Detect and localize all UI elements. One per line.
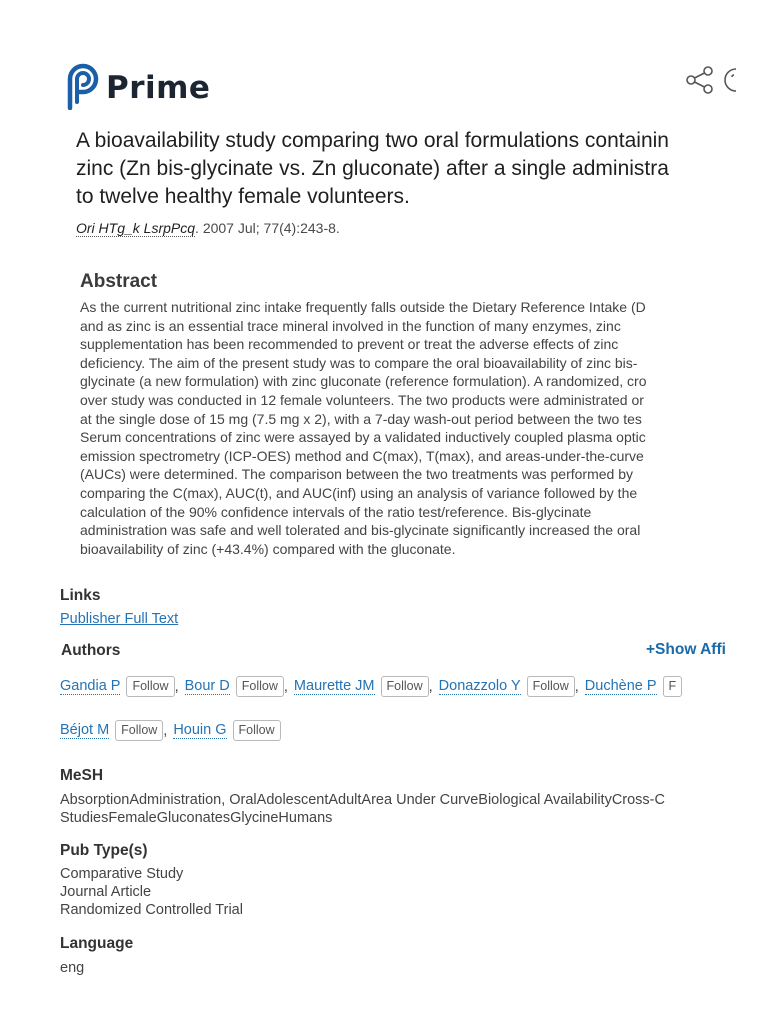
- abstract-line: over study was conducted in 12 female volunteers. The two products were administrated or: [80, 391, 644, 408]
- author-link[interactable]: Béjot M: [60, 722, 110, 738]
- pub-types-heading: Pub Type(s): [60, 842, 148, 859]
- author-link[interactable]: Donazzolo Y: [438, 678, 521, 694]
- abstract-line: supplementation has been recommended to prevent or treat the adverse effects of zinc: [80, 336, 619, 353]
- abstract-line: emission spectrometry (ICP-OES) method and C(max), T(max), and areas-under-the-curve: [80, 447, 644, 464]
- links-heading: Links: [60, 587, 101, 604]
- author-link[interactable]: Maurette JM: [293, 678, 375, 694]
- abstract-line: (AUCs) were determined. The comparison between the two treatments was performed by: [80, 466, 633, 483]
- abstract-line: Serum concentrations of zinc were assayed by a validated inductively coupled plasma optic: [80, 429, 646, 446]
- follow-button[interactable]: Follow: [381, 676, 429, 697]
- language-heading: Language: [60, 935, 134, 952]
- pub-type-item: Journal Article: [60, 884, 152, 900]
- follow-button[interactable]: Follow: [236, 676, 284, 697]
- mesh-line: AbsorptionAdministration, OralAdolescentAdultArea Under CurveBiological AvailabilityCross-C: [60, 792, 665, 808]
- title-line: zinc (Zn bis-glycinate vs. Zn gluconate) after a single administra: [76, 157, 669, 180]
- authors-row: Béjot M Follow , Houin G Follow: [60, 720, 281, 741]
- abstract-body: [80, 298, 736, 558]
- prime-logo-icon: [66, 62, 100, 110]
- pub-type-item: Comparative Study: [60, 866, 184, 882]
- prime-logo[interactable]: [66, 62, 210, 110]
- follow-button[interactable]: Follow: [126, 676, 174, 697]
- show-affiliations-button[interactable]: +Show Affi: [646, 641, 726, 658]
- abstract-line: at the single dose of 15 mg (7.5 mg x 2), with a 7-day wash-out period between the two tes: [80, 410, 642, 427]
- pub-type-item: Randomized Controlled Trial: [60, 902, 243, 918]
- abstract-line: and as zinc is an essential trace mineral involved in the function of many enzymes, zinc: [80, 317, 621, 334]
- author-link[interactable]: Gandia P: [60, 678, 121, 694]
- mesh-heading: MeSH: [60, 767, 104, 784]
- title-line: to twelve healthy female volunteers.: [76, 185, 410, 208]
- abstract-line: administration was safe and well tolerated and bis-glycinate significantly increased the oral: [80, 522, 641, 539]
- journal-link[interactable]: Ori HTg_k LsrpPcq: [76, 220, 196, 236]
- abstract-line: calculation of the 90% confidence intervals of the ratio test/reference. Bis-glycinate: [80, 503, 592, 520]
- abstract-line: glycinate (a new formulation) with zinc gluconate (reference formulation). A randomized, cro: [80, 373, 647, 390]
- language-value: eng: [60, 960, 85, 976]
- citation: [76, 220, 340, 236]
- author-link[interactable]: Bour D: [184, 678, 230, 694]
- abstract-line: As the current nutritional zinc intake frequently falls outside the Dietary Reference Intake (D: [80, 299, 646, 315]
- share-icon[interactable]: [684, 64, 716, 96]
- abstract-heading: Abstract: [80, 271, 158, 292]
- abstract-line: comparing the C(max), AUC(t), and AUC(inf) using an analysis of variance followed by the: [80, 484, 638, 501]
- follow-button[interactable]: Follow: [527, 676, 575, 697]
- logo-text: Prime: [106, 70, 211, 106]
- abstract-line: deficiency. The aim of the present study was to compare the oral bioavailability of zinc bis-: [80, 354, 638, 371]
- cite-icon[interactable]: [722, 66, 736, 94]
- citation-details: . 2007 Jul; 77(4):243-8.: [195, 220, 340, 236]
- follow-button[interactable]: Follow: [115, 720, 163, 741]
- follow-button[interactable]: F: [663, 676, 683, 697]
- author-link[interactable]: Duchène P: [584, 678, 657, 694]
- pub-types-list: [60, 865, 243, 919]
- author-link[interactable]: Houin G: [173, 722, 227, 738]
- mesh-line: StudiesFemaleGluconatesGlycineHumans: [60, 810, 333, 826]
- publisher-full-text-link[interactable]: Publisher Full Text: [60, 611, 179, 627]
- abstract-line: bioavailability of zinc (+43.4%) compared with the gluconate.: [80, 540, 456, 557]
- authors-heading: Authors: [61, 642, 121, 659]
- authors-row: Gandia P Follow , Bour D Follow , Maurette JM Follow , Donazzolo Y Follow , Duchène P F: [60, 676, 682, 697]
- article-title: [76, 127, 736, 211]
- mesh-terms: [60, 791, 665, 827]
- follow-button[interactable]: Follow: [233, 720, 281, 741]
- title-line: A bioavailability study comparing two oral formulations containin: [76, 129, 669, 152]
